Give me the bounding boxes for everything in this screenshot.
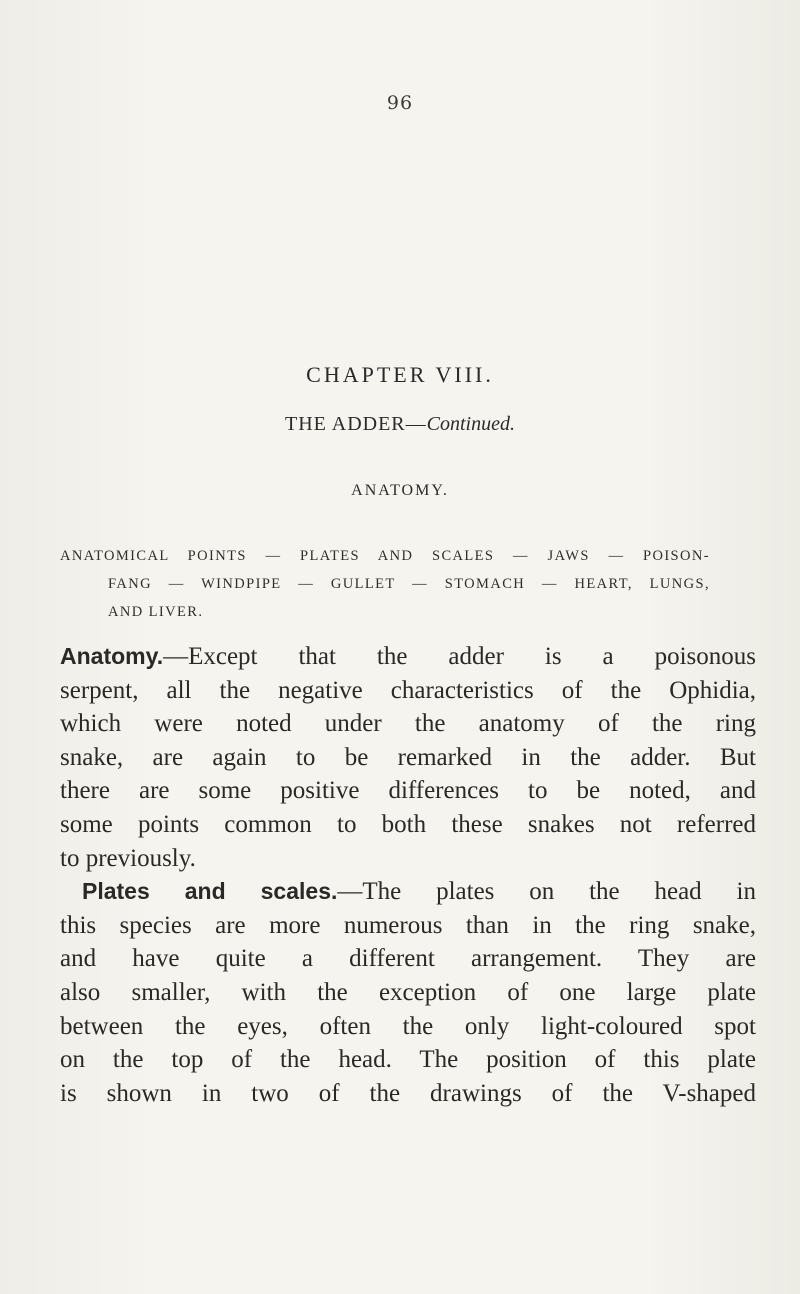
- summary-line: AND LIVER.: [108, 604, 204, 620]
- paragraph-line: which were noted under the anatomy of the ring: [60, 710, 756, 738]
- summary-line: ANATOMICAL POINTS — PLATES AND SCALES — JAWS — POISON-: [60, 548, 710, 564]
- paragraph-line: this species are more numerous than in the ring snake,: [60, 911, 756, 939]
- section-heading: ANATOMY.: [351, 482, 449, 499]
- paragraph-line: to previously.: [60, 844, 196, 872]
- chapter-title: CHAPTER VIII.: [306, 362, 494, 387]
- paragraph-line: snake, are again to be remarked in the adder. But: [60, 743, 756, 771]
- paragraph-line: and have quite a different arrangement. They are: [60, 945, 756, 973]
- paragraph-anatomy: [60, 640, 756, 875]
- paragraph-line: on the top of the head. The position of this plate: [60, 1046, 756, 1074]
- paragraph-line: serpent, all the negative characteristics of the Ophidia,: [60, 676, 756, 704]
- paragraph-line: Anatomy.—Except that the adder is a poisonous: [60, 643, 756, 670]
- chapter-subtitle: [0, 413, 800, 436]
- summary-line: FANG — WINDPIPE — GULLET — STOMACH — HEART, LUNGS,: [108, 576, 710, 592]
- paragraph-line: some points common to both these snakes not referred: [60, 810, 756, 838]
- chapter-summary: [60, 542, 710, 626]
- page-number: 96: [386, 92, 414, 114]
- body-text: [60, 640, 756, 1110]
- paragraph-plates: [60, 875, 756, 1110]
- subtitle-main: THE ADDER—: [284, 413, 427, 435]
- paragraph-line: between the eyes, often the only light-coloured spot: [60, 1012, 756, 1040]
- subtitle-continued: Continued.: [426, 413, 515, 435]
- paragraph-line: also smaller, with the exception of one large plate: [60, 978, 756, 1006]
- paragraph-line: Plates and scales.—The plates on the head in: [82, 878, 756, 906]
- run-in-heading: Anatomy.: [60, 643, 164, 669]
- run-in-heading: Plates and scales.: [82, 878, 338, 905]
- paragraph-line: is shown in two of the drawings of the V-shaped: [60, 1079, 756, 1107]
- paragraph-line: there are some positive differences to be noted, and: [60, 777, 756, 805]
